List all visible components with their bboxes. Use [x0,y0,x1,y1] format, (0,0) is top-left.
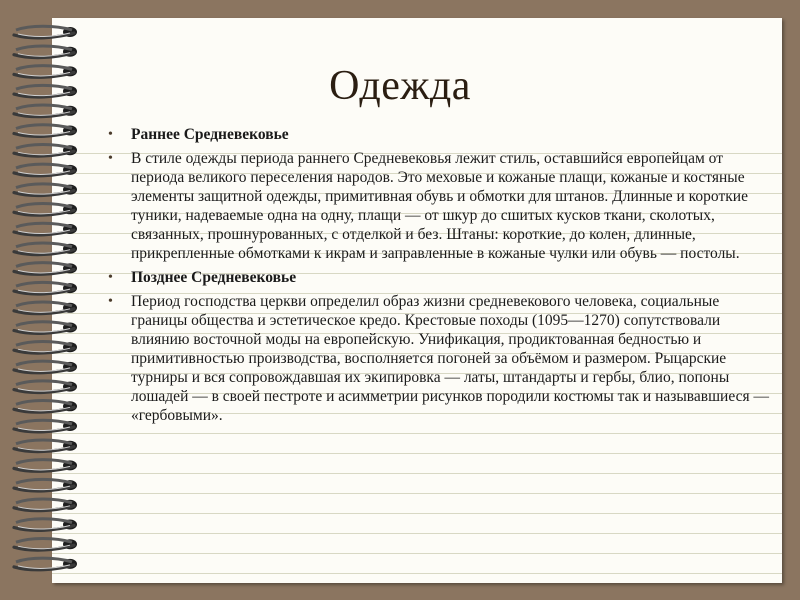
list-item [100,149,772,263]
paragraph-early: В стиле одежды периода раннего Средневековья лежит стиль, оставшийся европейцам от периода великого переселения народов. Это меховые и кожаные плащи, кожаные и костяные элементы защитной одежды, примитивная обувь и обмотки для штанов. Длинные и короткие туники, надеваемые одна на одну, плащи — от шкур до сшитых кусков ткани, сколотых, связанных, прошнурованных, с отделкой и без. Штаны: короткие, до колен, длинные, прикрепленные обмотками к икрам и заправленные в кожаные чулки или обувь — постолы. [131,150,748,262]
spiral-coil-icon [14,26,77,38]
spiral-coil-icon [14,381,77,393]
spiral-coil-icon [14,538,77,550]
bullet-icon: • [108,151,113,166]
slide-content [100,125,772,430]
bullet-icon: • [108,127,113,142]
spiral-coil-icon [14,204,77,216]
spiral-coil-icon [14,558,77,570]
spiral-coil-icon [14,341,77,353]
spiral-coil-icon [14,460,77,472]
bullet-icon: • [108,270,113,285]
spiral-coil-icon [14,420,77,432]
spiral-coil-icon [14,302,77,314]
spiral-coil-icon [14,322,77,334]
spiral-coil-icon [14,440,77,452]
spiral-coil-icon [14,46,77,58]
list-item [100,292,772,425]
bullet-icon: • [108,294,113,309]
spiral-coil-icon [14,184,77,196]
paragraph-late: Период господства церкви определил образ жизни средневекового человека, социальные границы общества и эстетическое кредо. Крестовые походы (1095—1270) сопутствовали влиянию восточной моды на европейскую. Унификация, продиктованная бедностью и примитивностью производства, восполняется погоней за объёмом и размером. Рыцарские турниры и вся сопровождавшая их экипировка — латы, штандарты и гербы, блио, попоны лошадей — в своей пестроте и асимметрии рисунков породили костюмы так и называвшиеся — «гербовыми». [131,293,769,424]
slide-title: Одежда [329,63,471,109]
spiral-coil-icon [14,144,77,156]
spiral-coil-icon [14,282,77,294]
spiral-coil-icon [14,401,77,413]
spiral-coil-icon [14,243,77,255]
spiral-coil-icon [14,361,77,373]
spiral-coil-icon [14,164,77,176]
spiral-coil-icon [14,499,77,511]
list-item [100,125,772,144]
section-heading-early: Раннее Средневековье [131,126,289,143]
section-heading-late: Позднее Средневековье [131,269,297,286]
spiral-coil-icon [14,125,77,137]
spiral-coil-icon [14,519,77,531]
spiral-coil-icon [14,263,77,275]
spiral-coil-icon [14,479,77,491]
list-item [100,268,772,287]
spiral-coil-icon [14,223,77,235]
